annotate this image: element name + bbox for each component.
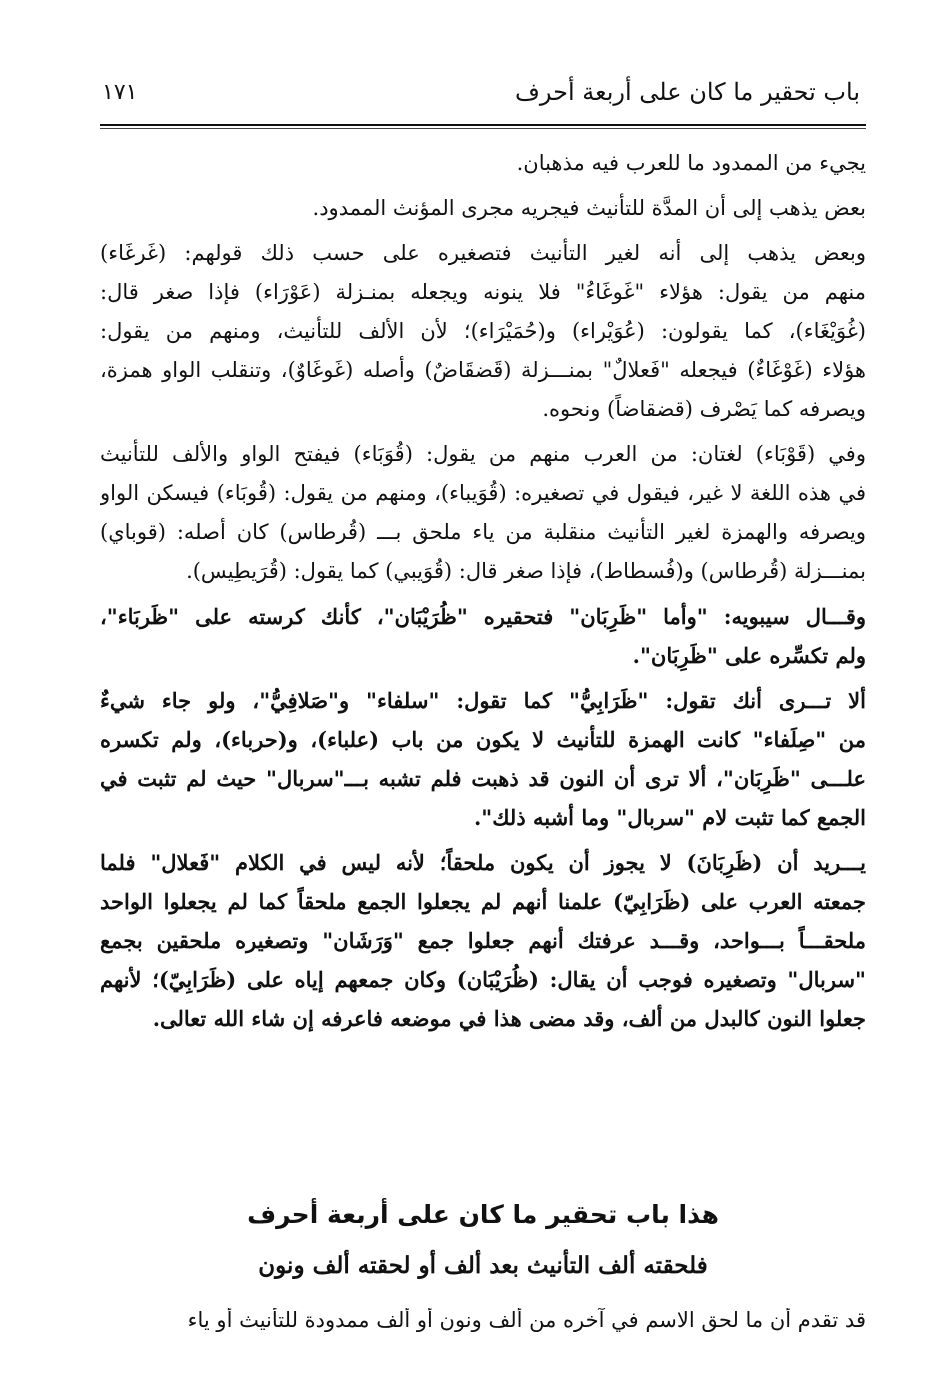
running-header-title: باب تحقير ما كان على أربعة أحرف [515, 78, 860, 106]
paragraph [100, 144, 866, 183]
text-line: جمعته العرب على (ظَرَابِيّ) علمنا أنهم لم يجعلوا الجمع ملحقاً كما لم يجعلوا الواحد [100, 889, 866, 914]
header-rule-thin [100, 128, 866, 129]
text-line: الجمع كما تثبت لام "سربال" وما أشبه ذلك". [473, 805, 866, 830]
text-line: ويصرفه كما يَصْرف (قضقاضاً) ونحوه. [542, 397, 866, 421]
paragraph [100, 435, 866, 591]
text-line: ألا تـــرى أنك تقول: "ظَرَابِيُّ" كما تقول: "سلفاء" و"صَلافِيُّ"، ولو جاء شيءٌ [100, 688, 866, 713]
text-line: ويصرفه والهمزة لغير التأنيث منقلبة من ياء ملحق بـــ (قُرطاس) كان أصله: (قوباي) [100, 520, 866, 544]
section-subheading: فلحقته ألف التأنيث بعد ألف أو لحقته ألف ونون [258, 1252, 708, 1279]
text-line: (غُوَيْغَاء)، كما يقولون: (عُوَيْراء) و(حُمَيْرَاء)؛ لأن الألف للتأنيث، ومنهم من يقول: [100, 319, 866, 343]
text-line: علـــى "ظَرِبَان"، ألا ترى أن النون قد ذهبت فلم تشبه بـــ"سربال" حيث لم تثبت في [100, 766, 866, 791]
paragraph [100, 234, 866, 429]
header-rule [100, 124, 866, 126]
body-text [100, 144, 866, 1038]
text-line: ولم تكسِّره على "ظَرِبَان". [632, 643, 866, 668]
paragraph [100, 189, 866, 228]
text-line: في هذه اللغة لا غير، فيقول في تصغيره: (قُوَيباء)، ومنهم من يقول: (قُوبَاء) فيسكن الواو [100, 481, 866, 505]
paragraph [100, 597, 866, 675]
text-line: "سربال" وتصغيره فوجب أن يقال: (ظُرَيْبَان) وكان جمعهم إياه على (ظَرَابِيّ)؛ لأنهم [100, 967, 866, 992]
text-line: منهم من يقول: هؤلاء "غَوغَاءُ" فلا ينونه ويجعله بمنـزلة (عَوْرَاء) فإذا صغر قال: [100, 280, 866, 304]
text-line: يـــريد أن (ظَرِبَانَ) لا يجوز أن يكون ملحقاً؛ لأنه ليس في الكلام "فَعلال" فلما [100, 850, 866, 875]
text-line: هؤلاء (غَوْغَاءٌ) فيجعله "فَعلالٌ" بمنـــزلة (قَضقَاضٌ) وأصله (غَوغَاوٌ)، وتنقلب الواو همزة، [100, 358, 866, 382]
text-line: يجيء من الممدود ما للعرب فيه مذهبان. [516, 151, 866, 175]
text-line: وقـــال سيبويه: "وأما "ظَرِبَان" فتحقيره "ظُرَيْبَان"، كأنك كرسته على "ظَربَاء"، [100, 604, 866, 629]
text-line: بمنـــزلة (قُرطاس) و(فُسطاط)، فإذا صغر قال: (قُوَيبي) كما يقول: (قُرَيطِيس). [186, 559, 866, 583]
running-header [100, 78, 860, 118]
text-line: ملحقـــاً بـــواحد، وقـــد عرفتك أنهم جعلوا جمع "وَرَشَان" وتصغيره ملحقين بجمع [100, 928, 866, 953]
section-heading: هذا باب تحقير ما كان على أربعة أحرف [247, 1200, 719, 1229]
text-line: بعض يذهب إلى أن المدَّة للتأنيث فيجريه مجرى المؤنث الممدود. [312, 196, 866, 220]
text-line: جعلوا النون كالبدل من ألف، وقد مضى هذا في موضعه فاعرفه إن شاء الله تعالى. [152, 1006, 866, 1031]
section-first-line: قد تقدم أن ما لحق الاسم في آخره من ألف ونون أو ألف ممدودة للتأنيث أو ياء [187, 1308, 866, 1332]
text-line: وفي (قَوْبَاء) لغتان: من العرب منهم من يقول: (قُوَبَاء) فيفتح الواو والألف للتأنيث [100, 442, 866, 466]
paragraph [100, 681, 866, 837]
text-line: من "صِلَفاء" كانت الهمزة للتأنيث لا يكون من باب (علباء)، و(حرباء)، ولم تكسره [100, 727, 866, 752]
page-number: ١٧١ [102, 80, 138, 105]
paragraph [100, 843, 866, 1038]
text-line: وبعض يذهب إلى أنه لغير التأنيث فتصغيره على حسب ذلك قولهم: (غَرغَاء) [100, 241, 866, 265]
